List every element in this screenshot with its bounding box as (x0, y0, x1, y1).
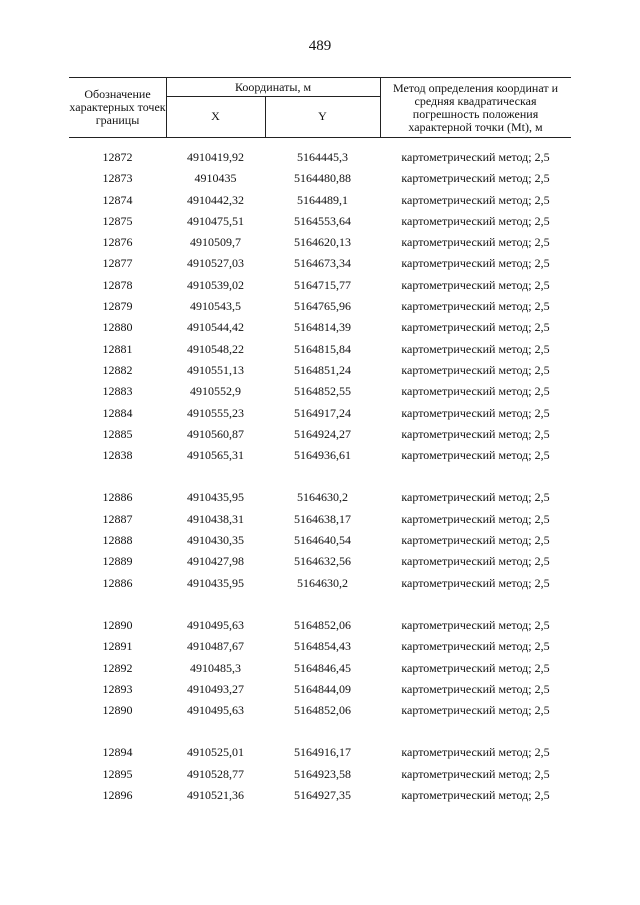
point-id: 12889 (102, 554, 133, 569)
method-cell: картометрический метод; 2,5 (401, 788, 550, 803)
x-coordinate: 4910525,01 (187, 745, 244, 760)
table-row (0, 360, 640, 381)
point-id: 12884 (102, 405, 133, 420)
x-coordinate: 4910430,35 (187, 533, 244, 548)
y-coordinate: 5164630,2 (297, 490, 348, 505)
method-cell: картометрический метод; 2,5 (401, 660, 550, 675)
method-cell: картометрический метод; 2,5 (401, 639, 550, 654)
table-row (0, 700, 640, 721)
table-row (0, 742, 640, 763)
table-row (0, 339, 640, 360)
x-coordinate: 4910555,23 (187, 405, 244, 420)
point-id: 12876 (102, 235, 133, 250)
point-id: 12883 (102, 384, 133, 399)
point-id: 12890 (102, 617, 133, 632)
x-coordinate: 4910438,31 (187, 511, 244, 526)
y-coordinate: 5164620,13 (294, 235, 351, 250)
y-coordinate: 5164923,58 (294, 766, 351, 781)
table-row (0, 445, 640, 466)
x-coordinate: 4910442,32 (187, 192, 244, 207)
point-id: 12878 (102, 277, 133, 292)
x-coordinate: 4910560,87 (187, 426, 244, 441)
y-coordinate: 5164854,43 (294, 639, 351, 654)
method-cell: картометрический метод; 2,5 (401, 341, 550, 356)
table-row (0, 317, 640, 338)
point-id: 12892 (102, 660, 133, 675)
x-coordinate: 4910435,95 (187, 490, 244, 505)
method-cell: картометрический метод; 2,5 (401, 511, 550, 526)
y-coordinate: 5164927,35 (294, 788, 351, 803)
point-id: 12875 (102, 213, 133, 228)
x-coordinate: 4910475,51 (187, 213, 244, 228)
x-coordinate: 4910487,67 (187, 639, 244, 654)
point-id: 12879 (102, 299, 133, 314)
method-cell: картометрический метод; 2,5 (401, 745, 550, 760)
method-cell: картометрический метод; 2,5 (401, 192, 550, 207)
x-coordinate: 4910435 (194, 171, 237, 186)
y-coordinate: 5164846,45 (294, 660, 351, 675)
point-id: 12838 (102, 448, 133, 463)
x-coordinate: 4910485,3 (190, 660, 241, 675)
method-cell: картометрический метод; 2,5 (401, 235, 550, 250)
header-method: Метод определения координат и средняя квадратическая погрешность положения характерной точки (Mt), м (392, 80, 559, 134)
table-header (69, 77, 571, 138)
y-coordinate: 5164489,1 (297, 192, 348, 207)
y-coordinate: 5164765,96 (294, 299, 351, 314)
table-row (0, 658, 640, 679)
point-id: 12890 (102, 703, 133, 718)
table-row (0, 530, 640, 551)
method-cell: картометрический метод; 2,5 (401, 426, 550, 441)
y-coordinate: 5164638,17 (294, 511, 351, 526)
point-id: 12880 (102, 320, 133, 335)
y-coordinate: 5164715,77 (294, 277, 351, 292)
x-coordinate: 4910551,13 (187, 362, 244, 377)
method-cell: картометрический метод; 2,5 (401, 150, 550, 164)
x-coordinate: 4910495,63 (187, 617, 244, 632)
y-coordinate: 5164852,06 (294, 703, 351, 718)
x-coordinate: 4910539,02 (187, 277, 244, 292)
x-coordinate: 4910552,9 (190, 384, 241, 399)
method-cell: картометрический метод; 2,5 (401, 299, 550, 314)
x-coordinate: 4910543,5 (190, 299, 241, 314)
y-coordinate: 5164553,64 (294, 213, 351, 228)
point-id: 12882 (102, 362, 133, 377)
table-row (0, 168, 640, 189)
x-coordinate: 4910565,31 (187, 448, 244, 463)
point-id: 12896 (102, 788, 133, 803)
x-coordinate: 4910509,7 (190, 235, 241, 250)
table-row (0, 296, 640, 317)
y-coordinate: 5164815,84 (294, 341, 351, 356)
table-row (0, 764, 640, 785)
table-row (0, 403, 640, 424)
x-coordinate: 4910527,03 (187, 256, 244, 271)
point-id: 12874 (102, 192, 133, 207)
point-id: 12881 (102, 341, 133, 356)
method-cell: картометрический метод; 2,5 (401, 617, 550, 632)
method-cell: картометрический метод; 2,5 (401, 277, 550, 292)
y-coordinate: 5164852,55 (294, 384, 351, 399)
header-coordinates: Координаты, м (234, 79, 312, 94)
table-row (0, 636, 640, 657)
x-coordinate: 4910548,22 (187, 341, 244, 356)
method-cell: картометрический метод; 2,5 (401, 256, 550, 271)
header-point-designation: Обозначение характерных точек границы (69, 87, 166, 127)
method-cell: картометрический метод; 2,5 (401, 448, 550, 463)
header-y: Y (318, 109, 327, 123)
y-coordinate: 5164844,09 (294, 681, 351, 696)
point-id: 12887 (102, 511, 133, 526)
y-coordinate: 5164640,54 (294, 533, 351, 548)
point-id: 12894 (102, 745, 133, 760)
method-cell: картометрический метод; 2,5 (401, 320, 550, 335)
method-cell: картометрический метод; 2,5 (401, 554, 550, 569)
point-id: 12886 (102, 575, 133, 590)
y-coordinate: 5164480,88 (294, 171, 351, 186)
table-row (0, 381, 640, 402)
x-coordinate: 4910419,92 (187, 150, 244, 164)
x-coordinate: 4910435,95 (187, 575, 244, 590)
point-id: 12893 (102, 681, 133, 696)
method-cell: картометрический метод; 2,5 (401, 703, 550, 718)
y-coordinate: 5164924,27 (294, 426, 351, 441)
table-row (0, 190, 640, 211)
x-coordinate: 4910495,63 (187, 703, 244, 718)
table-row (0, 551, 640, 572)
table-row (0, 785, 640, 806)
header-x: X (211, 109, 220, 123)
table-row (0, 253, 640, 274)
point-id: 12891 (102, 639, 133, 654)
method-cell: картометрический метод; 2,5 (401, 766, 550, 781)
table-row (0, 147, 640, 168)
point-id: 12895 (102, 766, 133, 781)
table-row (0, 509, 640, 530)
method-cell: картометрический метод; 2,5 (401, 681, 550, 696)
table-row (0, 487, 640, 508)
y-coordinate: 5164673,34 (294, 256, 351, 271)
point-id: 12872 (102, 150, 133, 164)
y-coordinate: 5164936,61 (294, 448, 351, 463)
y-coordinate: 5164630,2 (297, 575, 348, 590)
method-cell: картометрический метод; 2,5 (401, 490, 550, 505)
y-coordinate: 5164916,17 (294, 745, 351, 760)
x-coordinate: 4910493,27 (187, 681, 244, 696)
y-coordinate: 5164852,06 (294, 617, 351, 632)
x-coordinate: 4910544,42 (187, 320, 244, 335)
y-coordinate: 5164445,3 (297, 150, 348, 164)
table-body (0, 147, 640, 806)
x-coordinate: 4910521,36 (187, 788, 244, 803)
point-id: 12885 (102, 426, 133, 441)
method-cell: картометрический метод; 2,5 (401, 213, 550, 228)
page-number: 489 (308, 38, 332, 54)
x-coordinate: 4910528,77 (187, 766, 244, 781)
point-id: 12877 (102, 256, 133, 271)
y-coordinate: 5164814,39 (294, 320, 351, 335)
y-coordinate: 5164632,56 (294, 554, 351, 569)
table-row (0, 211, 640, 232)
table-row (0, 232, 640, 253)
x-coordinate: 4910427,98 (187, 554, 244, 569)
table-row (0, 573, 640, 594)
y-coordinate: 5164917,24 (294, 405, 351, 420)
point-id: 12886 (102, 490, 133, 505)
table-row (0, 424, 640, 445)
method-cell: картометрический метод; 2,5 (401, 362, 550, 377)
method-cell: картометрический метод; 2,5 (401, 405, 550, 420)
method-cell: картометрический метод; 2,5 (401, 171, 550, 186)
point-id: 12873 (102, 171, 133, 186)
method-cell: картометрический метод; 2,5 (401, 384, 550, 399)
method-cell: картометрический метод; 2,5 (401, 533, 550, 548)
table-row (0, 679, 640, 700)
point-id: 12888 (102, 533, 133, 548)
table-row (0, 615, 640, 636)
method-cell: картометрический метод; 2,5 (401, 575, 550, 590)
y-coordinate: 5164851,24 (294, 362, 351, 377)
table-row (0, 275, 640, 296)
